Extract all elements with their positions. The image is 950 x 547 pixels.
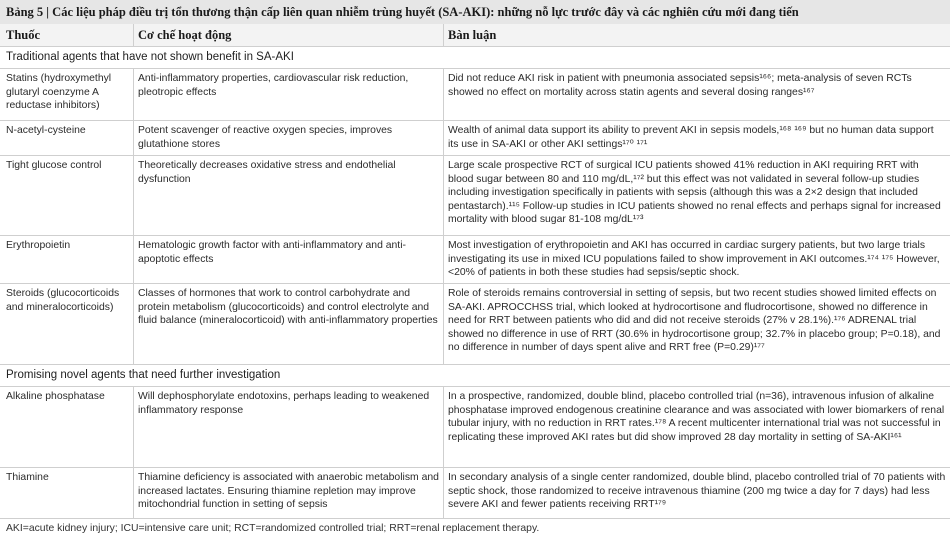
table-row — [0, 236, 950, 284]
header-discussion: Bàn luận — [443, 24, 950, 46]
table-footnote: AKI=acute kidney injury; ICU=intensive care unit; RCT=randomized controlled trial; RRT=renal replacement therapy. — [6, 523, 540, 534]
mechanism-cell: Anti-inflammatory properties, cardiovascular risk reduction, pleotropic effects — [133, 69, 443, 120]
header-mechanism: Cơ chế hoạt động — [133, 24, 443, 46]
discussion-cell: Wealth of animal data support its ability to prevent AKI in sepsis models,¹⁶⁸ ¹⁶⁹ but no human data support its use in SA-AKI or other AKI settings¹⁷⁰ ¹⁷¹ — [443, 121, 950, 155]
discussion-cell: Role of steroids remains controversial in setting of sepsis, but two recent studies showed limited effects on SA-AKI. APROCCHSS trial, which looked at hydrocortisone and fludrocortisone, showed no difference in need for RRT between patients who did and did not receive steroids (27% v 28.1%).¹⁷⁶ ADRENAL trial showed no difference in use of RRT (30.6% in hydrocortisone group; 32.7% in placebo group; P=0.18), and no difference in number of days spent alive and RRT free (P=0.29)¹⁷⁷ — [443, 284, 950, 364]
drug-cell: Thiamine — [6, 472, 49, 483]
drug-cell: Statins (hydroxymethyl glutaryl coenzyme A reductase inhibitors) — [6, 73, 112, 112]
section-novel: Promising novel agents that need further investigation — [0, 365, 950, 387]
drug-cell: Steroids (glucocorticoids and mineralocorticoids) — [6, 288, 120, 313]
drug-cell: Erythropoietin — [6, 240, 71, 251]
table-row — [0, 121, 950, 156]
mechanism-cell: Hematologic growth factor with anti-inflammatory and anti-apoptotic effects — [133, 236, 443, 283]
discussion-cell: In a prospective, randomized, double blind, placebo controlled trial (n=36), intravenous infusion of alkaline phosphatase improved endogenous creatinine clearance and was associated with lower biomarkers of renal tubular injury, with no reduction in RRT rates.¹⁷⁸ A recent multicenter international trial was not successful in replicating these improved AKI rates but did show improved 28 day mortality in setting of SA-AKI¹⁶¹ — [443, 387, 950, 467]
mechanism-cell: Potent scavenger of reactive oxygen species, improves glutathione stores — [133, 121, 443, 155]
section-traditional: Traditional agents that have not shown benefit in SA-AKI — [0, 47, 950, 69]
table-row — [0, 387, 950, 468]
table-row — [0, 284, 950, 365]
mechanism-cell: Will dephosphorylate endotoxins, perhaps leading to weakened inflammatory response — [133, 387, 443, 467]
table-row — [0, 156, 950, 236]
table-header — [0, 24, 950, 47]
header-drug: Thuốc — [6, 28, 41, 42]
mechanism-cell: Classes of hormones that work to control carbohydrate and protein metabolism (glucocorticoids) and control electrolyte and fluid balance (mineralocorticoid) with anti-inflammatory properties — [133, 284, 443, 364]
discussion-cell: In secondary analysis of a single center randomized, double blind, placebo controlled trial of 70 patients with septic shock, those randomized to receive intravenous thiamine (200 mg twice a day for 7 days) had less severe AKI and fewer patients receiving RRT¹⁷⁹ — [443, 468, 950, 518]
table-row — [0, 468, 950, 519]
discussion-cell: Large scale prospective RCT of surgical ICU patients showed 41% reduction in AKI requiring RRT with blood sugar between 80 and 110 mg/dL,¹⁷² but this effect was not validated in several follow-up studies including investigation specifically in patients with sepsis (although this was a 2×2 design that included pentastarch).¹¹⁵ Follow-up studies in ICU patients showed no renal effects and perhaps signal for increased mortality with blood sugar 81-108 mg/dL¹⁷³ — [443, 156, 950, 235]
mechanism-cell: Theoretically decreases oxidative stress and endothelial dysfunction — [133, 156, 443, 235]
drug-cell: Tight glucose control — [6, 160, 102, 171]
drug-cell: N-acetyl-cysteine — [6, 125, 86, 136]
table-title: Bảng 5 | Các liệu pháp điều trị tổn thương thận cấp liên quan nhiễm trùng huyết (SA-AKI): những nỗ lực trước đây và các nghiên cứu mới đang tiến — [0, 0, 950, 24]
mechanism-cell: Thiamine deficiency is associated with anaerobic metabolism and increased lactates. Ensuring thiamine repletion may improve mitochondrial function in setting of sepsis — [133, 468, 443, 518]
table-row — [0, 69, 950, 121]
discussion-cell: Most investigation of erythropoietin and AKI has occurred in cardiac surgery patients, but two large trials investigating its use in mixed ICU populations failed to show improvement in AKI outcomes.¹⁷⁴ ¹⁷⁵ However, <20% of patients in both these studies had sepsis/septic shock. — [443, 236, 950, 283]
discussion-cell: Did not reduce AKI risk in patient with pneumonia associated sepsis¹⁶⁶; meta-analysis of seven RCTs showed no effect on mortality across statin agents and several dosing ranges¹⁶⁷ — [443, 69, 950, 120]
drug-cell: Alkaline phosphatase — [6, 391, 105, 402]
